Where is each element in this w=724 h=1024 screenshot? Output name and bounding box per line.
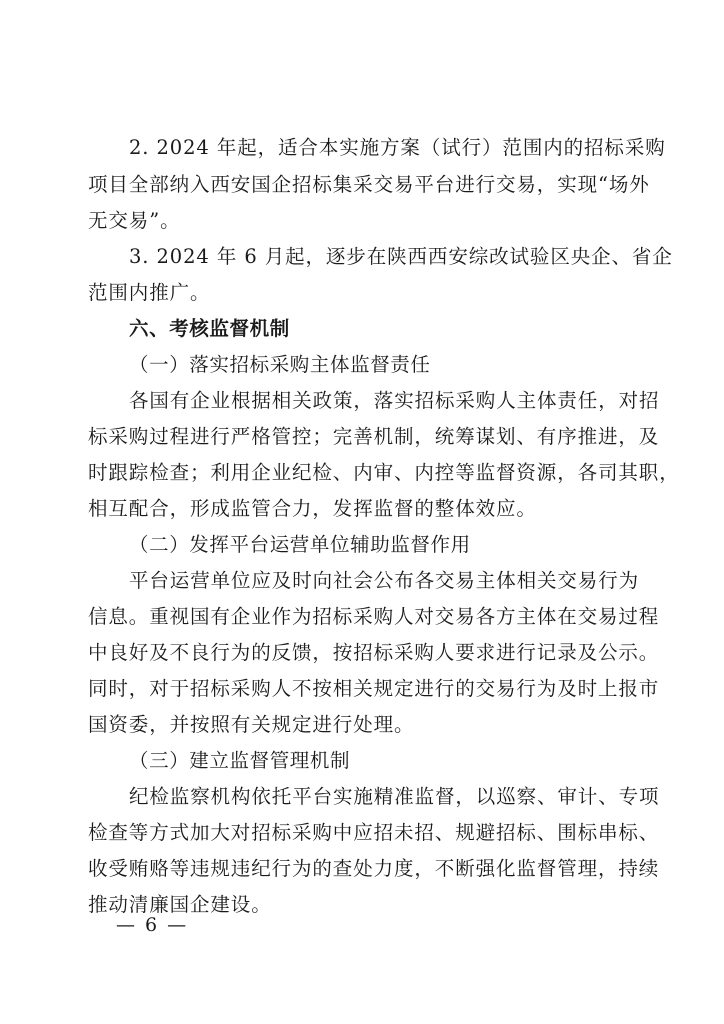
- subsection-heading: （三）建立监督管理机制: [129, 749, 351, 772]
- subsection-heading: （二）发挥平台运营单位辅助监督作用: [129, 533, 471, 556]
- section-heading: 六、考核监督机制: [129, 317, 290, 340]
- paragraph-line: 检查等方式加大对招标采购中应招未招、规避招标、围标串标、: [88, 821, 660, 844]
- paragraph-line: 纪检监察机构依托平台实施精准监督，以巡察、审计、专项: [129, 785, 660, 808]
- paragraph-line: 信息。重视国有企业作为招标采购人对交易各方主体在交易过程: [88, 605, 660, 628]
- paragraph-line: 国资委，并按照有关规定进行处理。: [88, 713, 415, 736]
- subsection-heading: （一）落实招标采购主体监督责任: [129, 353, 431, 376]
- paragraph-line: 标采购过程进行严格管控；完善机制，统筹谋划、有序推进，及: [88, 425, 660, 448]
- paragraph-line: 中良好及不良行为的反馈，按招标采购人要求进行记录及公示。: [88, 641, 660, 664]
- paragraph-line: 收受贿赂等违规违纪行为的查处力度，不断强化监督管理，持续: [88, 857, 660, 880]
- paragraph-line: 同时，对于招标采购人不按相关规定进行的交易行为及时上报市: [88, 677, 660, 700]
- paragraph-line: 各国有企业根据相关政策，落实招标采购人主体责任，对招: [129, 389, 660, 412]
- paragraph-line: 2. 2024 年起，适合本实施方案（试行）范围内的招标采购: [129, 136, 666, 159]
- paragraph-line: 推动清廉国企建设。: [88, 893, 272, 916]
- paragraph-line: 项目全部纳入西安国企招标集采交易平台进行交易，实现“场外: [88, 173, 650, 196]
- paragraph-line: 范围内推广。: [88, 281, 211, 304]
- paragraph-line: 平台运营单位应及时向社会公布各交易主体相关交易行为: [129, 569, 640, 592]
- paragraph-line: 无交易”。: [88, 209, 181, 232]
- paragraph-line: 时跟踪检查；利用企业纪检、内审、内控等监督资源，各司其职，: [88, 461, 680, 484]
- page-number: — 6 —: [116, 914, 189, 936]
- paragraph-line: 相互配合，形成监管合力，发挥监督的整体效应。: [88, 497, 537, 520]
- paragraph-line: 3. 2024 年 6 月起，逐步在陕西西安综改试验区央企、省企: [129, 245, 673, 268]
